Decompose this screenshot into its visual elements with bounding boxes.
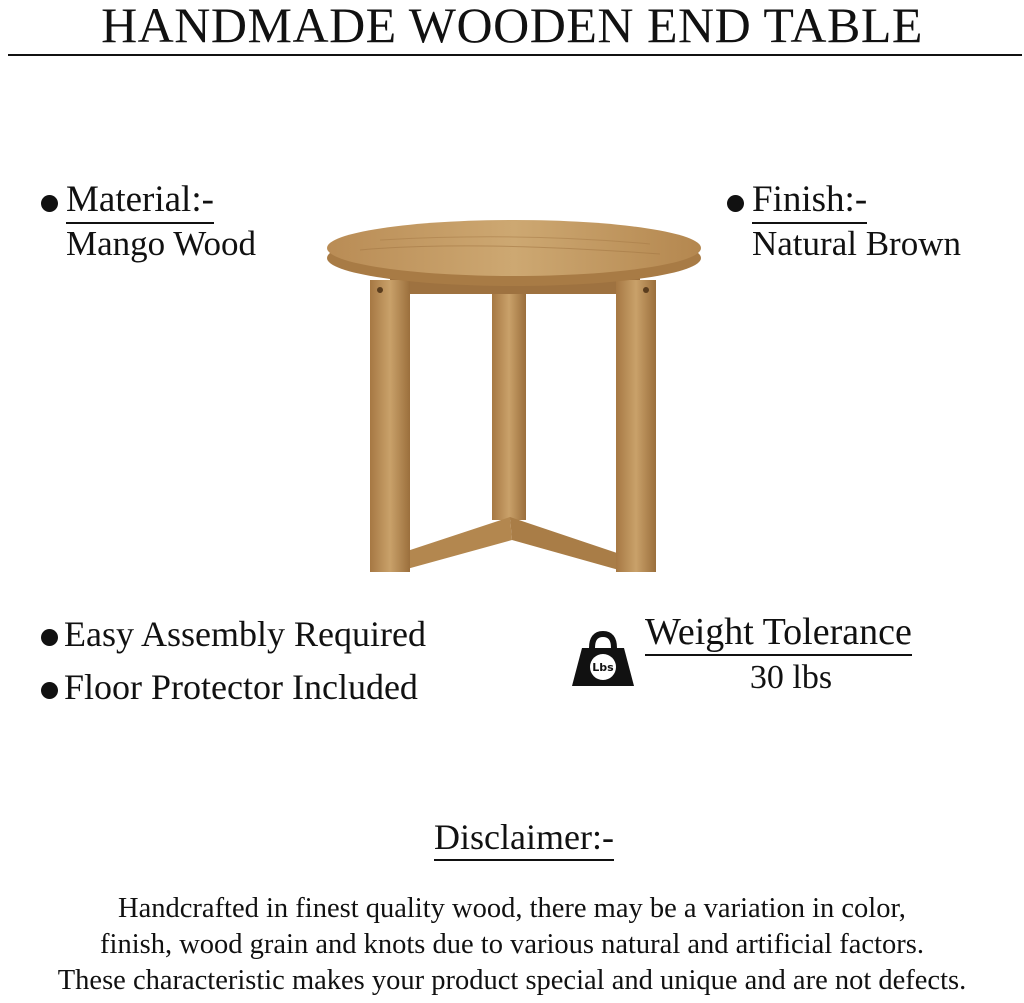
finish-label: Finish:-	[752, 178, 867, 224]
end-table-image	[320, 210, 710, 580]
material-bullet	[41, 195, 58, 212]
material-label: Material:-	[66, 178, 214, 224]
title-underline	[8, 54, 1022, 56]
finish-value: Natural Brown	[752, 224, 961, 263]
weight-tolerance-label: Weight Tolerance	[645, 610, 912, 656]
feature-item: Floor Protector Included	[64, 667, 418, 707]
weight-icon	[570, 630, 636, 688]
table-back-leg	[492, 285, 526, 520]
weight-tolerance-value: 30 lbs	[749, 659, 833, 696]
table-left-leg	[370, 280, 410, 572]
material-value: Mango Wood	[66, 224, 257, 263]
disclaimer-line: These characteristic makes your product special and unique and are not defects.	[57, 965, 967, 996]
disclaimer-line: Handcrafted in finest quality wood, there may be a variation in color,	[118, 893, 906, 924]
feature-bullet	[41, 682, 58, 699]
table-right-leg	[616, 280, 656, 572]
feature-bullet	[41, 629, 58, 646]
page-title: HANDMADE WOODEN END TABLE	[101, 0, 923, 53]
disclaimer-line: finish, wood grain and knots due to various natural and artificial factors.	[100, 929, 924, 960]
finish-bullet	[727, 195, 744, 212]
disclaimer-label: Disclaimer:-	[434, 815, 614, 861]
weight-icon-label: Lbs	[592, 661, 614, 674]
feature-item: Easy Assembly Required	[64, 614, 426, 654]
